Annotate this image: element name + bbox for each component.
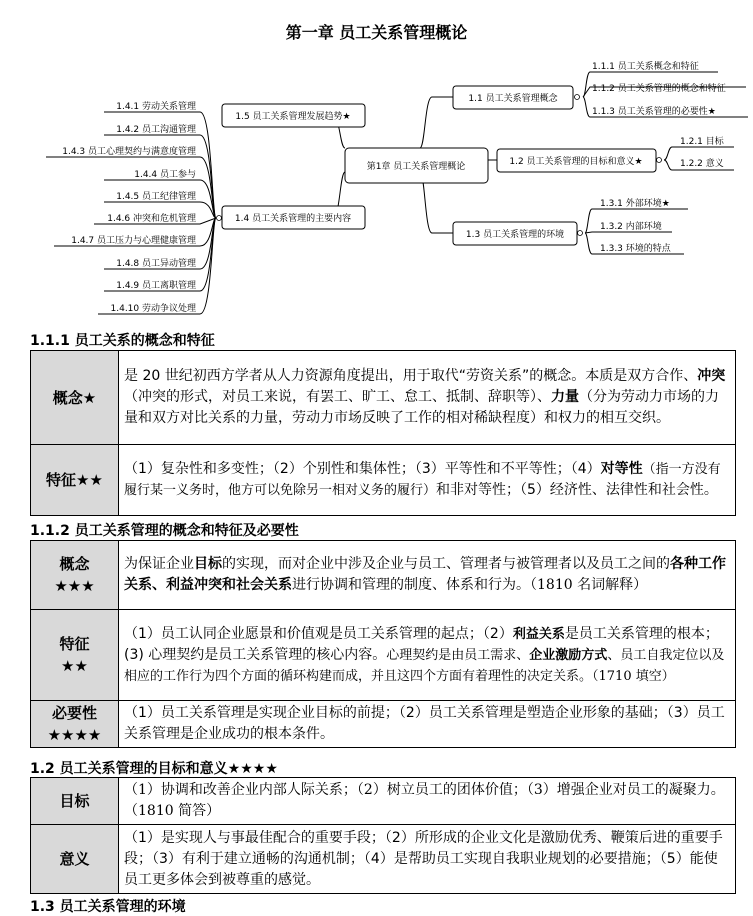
row-content-significance: （1）是实现人与事最佳配合的重要手段；（2）所形成的企业文化是激励优秀、鞭策后进的重要手段；（3）有利于建立通畅的沟通机制；（4）是帮助员工实现自我职业规划的必要措施；（5）能使员工更多体会到被尊重的感觉。: [119, 825, 736, 894]
mindmap-node-1-2-label: 1.2 员工关系管理的目标和意义★: [509, 157, 643, 167]
table-row: [31, 825, 736, 894]
header-stars: ★★: [61, 657, 88, 675]
mindmap-leaf-1-3-3: 1.3.3 环境的特点: [600, 244, 671, 254]
header-stars: ★★★★: [47, 726, 102, 744]
text-span: （1）复杂性和多变性；（2）个别性和集体性；（3）平等性和不平等性；（4）: [124, 461, 601, 477]
table-row: [31, 445, 736, 516]
mindmap-leaf-1-4-1: 1.4.1 劳动关系管理: [116, 102, 196, 112]
text-span: 是 20 世纪初西方学者从人力资源角度提出，用于取代“劳资关系”的概念。本质是双方合作、: [124, 368, 698, 384]
row-content-goal: （1）协调和改善企业内部人际关系；（2）树立员工的团体价值；（3）增强企业对员工的凝聚力。（1810 简答）: [119, 778, 736, 825]
row-content-necessity: （1）员工关系管理是实现企业目标的前提；（2）员工关系管理是塑造企业形象的基础；（3）员工关系管理是企业成功的根本条件。: [119, 701, 736, 748]
table-row: [31, 610, 736, 701]
page-title: 第一章 员工关系管理概论: [285, 23, 468, 42]
collapse-dot-icon: [578, 231, 583, 236]
section-heading-1-1-2: 1.1.2 员工关系管理的概念和特征及必要性: [30, 523, 299, 539]
mindmap-node-1-1-label: 1.1 员工关系管理概念: [468, 94, 558, 104]
row-header-concept: [31, 541, 119, 610]
header-text: 必要性: [51, 704, 97, 722]
section-heading-1-1-1: 1.1.1 员工关系的概念和特征: [30, 333, 215, 349]
mindmap-leaf-1-4-4: 1.4.4 员工参与: [134, 170, 196, 180]
mindmap-leaf-1-1-1: 1.1.1 员工关系概念和特征: [592, 62, 699, 72]
table-row: [31, 778, 736, 825]
text-span: 进行协调和管理的制度、体系和行为。（1810 名词解释）: [292, 577, 648, 593]
table-row: [31, 351, 736, 445]
mindmap-leaf-1-2-1: 1.2.1 目标: [680, 137, 724, 147]
header-text: 概念: [59, 555, 90, 573]
row-header-features: 特征★★: [31, 445, 119, 516]
collapse-dot-icon: [657, 158, 662, 163]
table-1-2: [30, 777, 736, 894]
mind-map: [0, 0, 753, 320]
row-header-goal: 目标: [31, 778, 119, 825]
mindmap-leaf-1-4-8: 1.4.8 员工异动管理: [116, 259, 196, 269]
text-serif: 心理契约是由员工需求、: [386, 647, 530, 663]
mindmap-leaf-1-4-9: 1.4.9 员工离职管理: [116, 281, 196, 291]
table-1-1-2: [30, 540, 736, 748]
text-bold: 利益关系: [512, 626, 565, 642]
row-content-features: [119, 445, 736, 516]
row-content-concept: [119, 351, 736, 445]
mindmap-leaf-1-1-3: 1.1.3 员工关系管理的必要性★: [592, 107, 716, 117]
text-span: （1）员工认同企业愿景和价值观是员工关系管理的起点；（2）: [124, 625, 513, 642]
mindmap-leaf-1-3-2: 1.3.2 内部环境: [600, 222, 662, 232]
row-content-features: [119, 610, 736, 701]
text-serif: （指一方没有履行某一义务时，他方可以免除另一相对义务的履行）: [124, 462, 721, 498]
text-bold: 企业激励方式: [529, 647, 608, 663]
text-span: 和非对等性；（5）经济性、法律性和社会性。: [436, 482, 718, 498]
section-heading-1-3: 1.3 员工关系管理的环境: [30, 899, 186, 915]
table-row: [31, 701, 736, 748]
row-content-concept: [119, 541, 736, 610]
text-span: 为保证企业: [124, 556, 194, 572]
text-span: 的实现，而对企业中涉及企业与员工、管理者与被管理者以及员工之间的: [222, 556, 670, 572]
collapse-dot-icon: [217, 216, 222, 221]
mindmap-center-label: 第1章 员工关系管理概论: [366, 162, 466, 172]
mindmap-leaf-1-4-6: 1.4.6 冲突和危机管理: [107, 214, 196, 224]
row-header-features: [31, 610, 119, 701]
row-header-necessity: [31, 701, 119, 748]
text-span: （冲突的形式，对员工来说，有罢工、旷工、怠工、抵制、辞职等）、: [124, 389, 551, 405]
mindmap-leaf-1-4-3: 1.4.3 员工心理契约与满意度管理: [62, 147, 196, 157]
header-text: 特征: [59, 635, 90, 653]
text-span: 是员工关系管理的根本；(3) 心理契约是员工关系管理的核心内容。: [124, 625, 719, 663]
row-header-significance: 意义: [31, 825, 119, 894]
row-header-concept: 概念★: [31, 351, 119, 445]
mindmap-leaf-1-4-5: 1.4.5 员工纪律管理: [116, 192, 196, 202]
header-stars: ★★★: [54, 577, 95, 595]
text-serif: 、员工自我定位以及相应的工作行为四个方面的循环构建而成，并且这四个方面有着理性的决定关系。（1710 填空）: [124, 647, 725, 684]
mindmap-node-1-3-label: 1.3 员工关系管理的环境: [465, 230, 565, 240]
mindmap-leaf-1-1-2: 1.1.2 员工关系管理的概念和特征: [592, 84, 726, 94]
section-heading-1-2: 1.2 员工关系管理的目标和意义★★★★: [30, 761, 278, 777]
mindmap-node-1-4-label: 1.4 员工关系管理的主要内容: [234, 214, 352, 224]
text-bold: 各种工作关系、利益冲突和社会关系: [124, 556, 726, 593]
mindmap-node-1-5-label: 1.5 员工关系管理发展趋势★: [235, 112, 351, 122]
table-1-1-1: [30, 350, 736, 516]
text-bold: 力量: [551, 389, 579, 405]
mindmap-leaf-1-4-10: 1.4.10 劳动争议处理: [110, 304, 196, 314]
collapse-dot-icon: [575, 95, 580, 100]
mindmap-leaf-1-3-1: 1.3.1 外部环境★: [600, 199, 670, 209]
text-bold: 对等性: [600, 461, 643, 477]
text-bold: 目标: [194, 556, 222, 572]
mindmap-leaf-1-4-2: 1.4.2 员工沟通管理: [116, 125, 196, 135]
mindmap-leaf-1-2-2: 1.2.2 意义: [680, 159, 724, 169]
table-row: [31, 541, 736, 610]
text-span: （分为劳动力市场的力量和双方对比关系的力量，劳动力市场反映了工作的相对稀缺程度）和权力的相互交织。: [124, 389, 719, 426]
mindmap-leaf-1-4-7: 1.4.7 员工压力与心理健康管理: [71, 236, 196, 246]
text-bold: 冲突: [697, 368, 726, 384]
